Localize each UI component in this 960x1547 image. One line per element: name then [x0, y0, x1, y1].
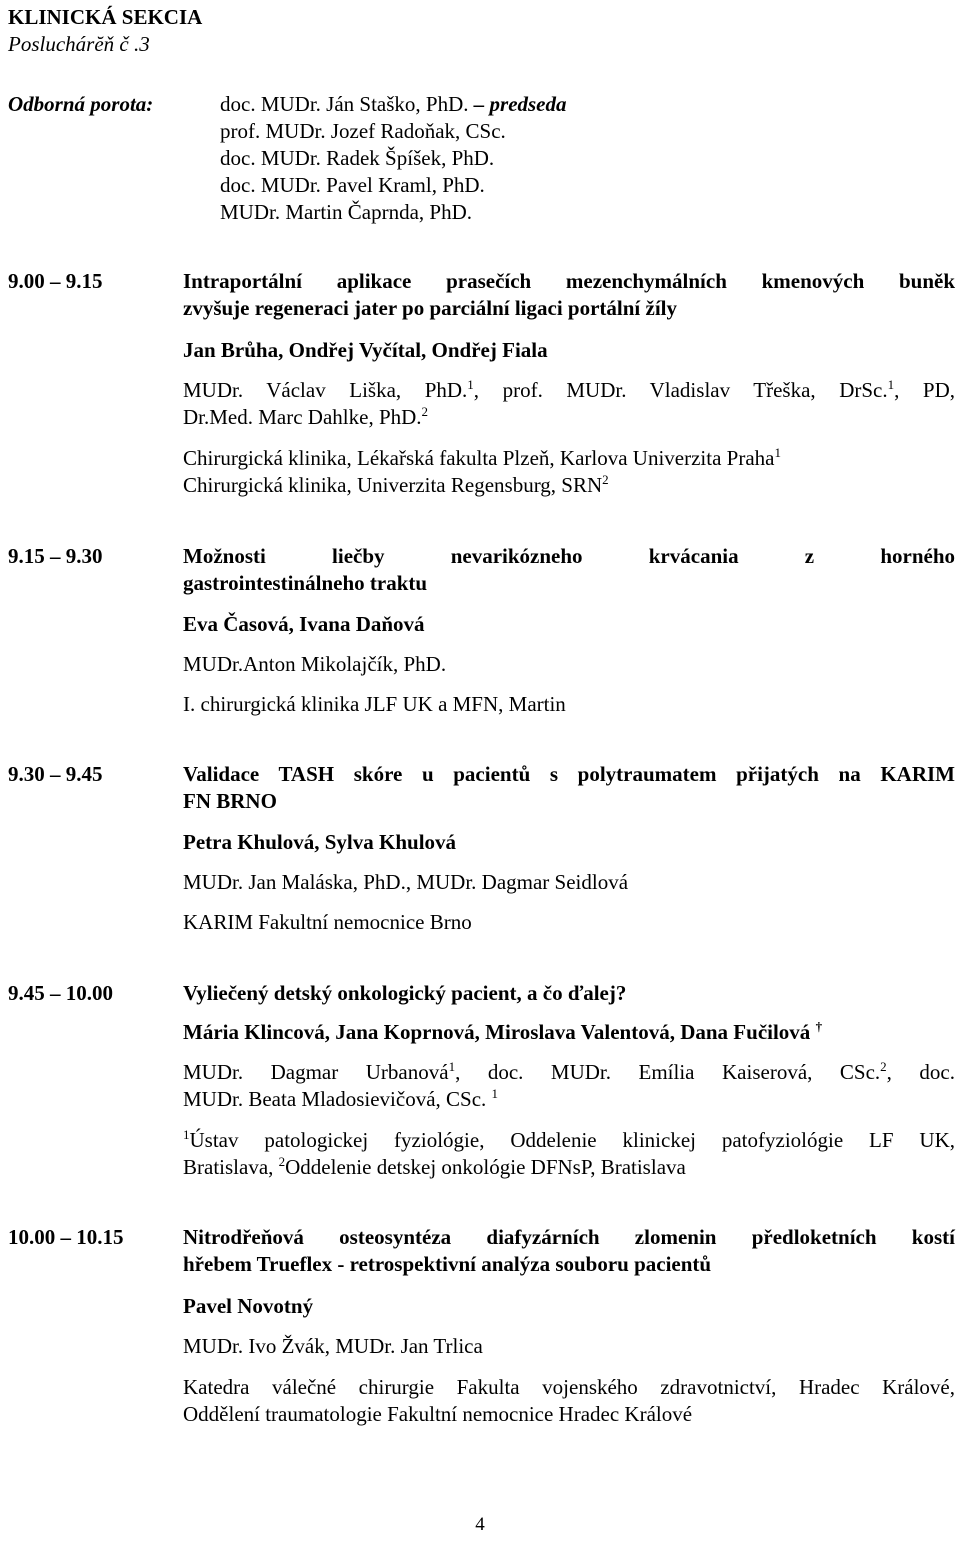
section-title: KLINICKÁ SEKCIA: [8, 5, 203, 29]
committee-member: MUDr. Martin Čaprnda, PhD.: [220, 200, 472, 224]
talk-affiliation-cont: Oddělení traumatologie Fakultní nemocnice Hradec Králové: [183, 1402, 693, 1426]
talk-affiliation: Chirurgická klinika, Univerzita Regensburg, SRN$^2$: [183, 472, 609, 497]
member-name: doc. MUDr. Ján Staško, PhD.: [220, 92, 474, 116]
talk-title-cont: FN BRNO: [183, 789, 277, 813]
committee-member: doc. MUDr. Radek Špíšek, PhD.: [220, 146, 495, 170]
committee-label: Odborná porota:: [8, 92, 154, 116]
talk-authors: Petra Khulová, Sylva Khulová: [183, 830, 457, 854]
room-label: Posluchárĕň č .3: [8, 32, 150, 56]
talk-affiliation: $^1$Ústav patologickej fyziológie, Oddelenie klinickej patofyziológie LF UK,: [183, 1127, 955, 1152]
committee-member: doc. MUDr. Pavel Kraml, PhD.: [220, 173, 485, 197]
committee-member: [220, 91, 567, 118]
talk-affiliation: KARIM Fakultní nemocnice Brno: [183, 910, 472, 934]
talk-authors: Jan Brůha, Ondřej Vyčítal, Ondřej Fiala: [183, 338, 548, 362]
talk-supervisors-cont: Dr.Med. Marc Dahlke, PhD.$^2$: [183, 404, 429, 429]
talk-title: Intraportální aplikace prasečích mezenchymálních kmenových buněk: [183, 269, 955, 293]
talk-supervisors: MUDr. Jan Maláska, PhD., MUDr. Dagmar Seidlová: [183, 870, 629, 894]
talk-affiliation-cont: Bratislava, $^2$Oddelenie detskej onkológie DFNsP, Bratislava: [183, 1154, 686, 1179]
talk-time: 9.15 – 9.30: [8, 544, 103, 568]
talk-time: 10.00 – 10.15: [8, 1225, 124, 1249]
talk-supervisors: MUDr. Ivo Žvák, MUDr. Jan Trlica: [183, 1334, 483, 1358]
dagger-mark: †: [815, 1019, 823, 1034]
page-number: 4: [475, 1514, 485, 1535]
talk-title: Validace TASH skóre u pacientů s polytraumatem přijatých na KARIM: [183, 762, 955, 786]
talk-time: 9.30 – 9.45: [8, 762, 103, 786]
talk-affiliation: Katedra válečné chirurgie Fakulta vojenského zdravotnictví, Hradec Králové,: [183, 1375, 955, 1399]
talk-affiliation: I. chirurgická klinika JLF UK a MFN, Martin: [183, 692, 566, 716]
talk-supervisors: MUDr. Václav Liška, PhD.$^1$, prof. MUDr. Vladislav Třeška, DrSc.$^1$, PD,: [183, 377, 955, 402]
member-role: – predseda: [473, 92, 567, 116]
talk-time: 9.45 – 10.00: [8, 981, 113, 1005]
talk-title-cont: gastrointestinálneho traktu: [183, 571, 428, 595]
talk-title: Vyliečený detský onkologický pacient, a čo ďalej?: [183, 981, 627, 1005]
talk-title-cont: zvyšuje regeneraci jater po parciální ligaci portální žíly: [183, 296, 678, 320]
talk-supervisors-cont: MUDr. Beata Mladosievičová, CSc. $^1$: [183, 1086, 499, 1111]
talk-authors: Eva Časová, Ivana Daňová: [183, 612, 425, 636]
talk-supervisors: MUDr.Anton Mikolajčík, PhD.: [183, 652, 447, 676]
talk-affiliation: Chirurgická klinika, Lékařská fakulta Plzeň, Karlova Univerzita Praha$^1$: [183, 445, 781, 470]
talk-title: Možnosti liečby nevarikózneho krvácania z horného: [183, 544, 955, 568]
talk-authors: Pavel Novotný: [183, 1294, 314, 1318]
committee-member: prof. MUDr. Jozef Radoňak, CSc.: [220, 119, 506, 143]
talk-title-cont: hřebem Trueflex - retrospektivní analýza souboru pacientů: [183, 1252, 712, 1276]
talk-authors: Mária Klincová, Jana Koprnová, Miroslava Valentová, Dana Fučilová †: [183, 1019, 823, 1044]
talk-title: Nitrodřeňová osteosyntéza diafyzárních zlomenin předloketních kostí: [183, 1225, 955, 1249]
talk-supervisors: MUDr. Dagmar Urbanová$^1$, doc. MUDr. Emília Kaiserová, CSc.$^2$, doc.: [183, 1059, 956, 1084]
talk-time: 9.00 – 9.15: [8, 269, 103, 293]
